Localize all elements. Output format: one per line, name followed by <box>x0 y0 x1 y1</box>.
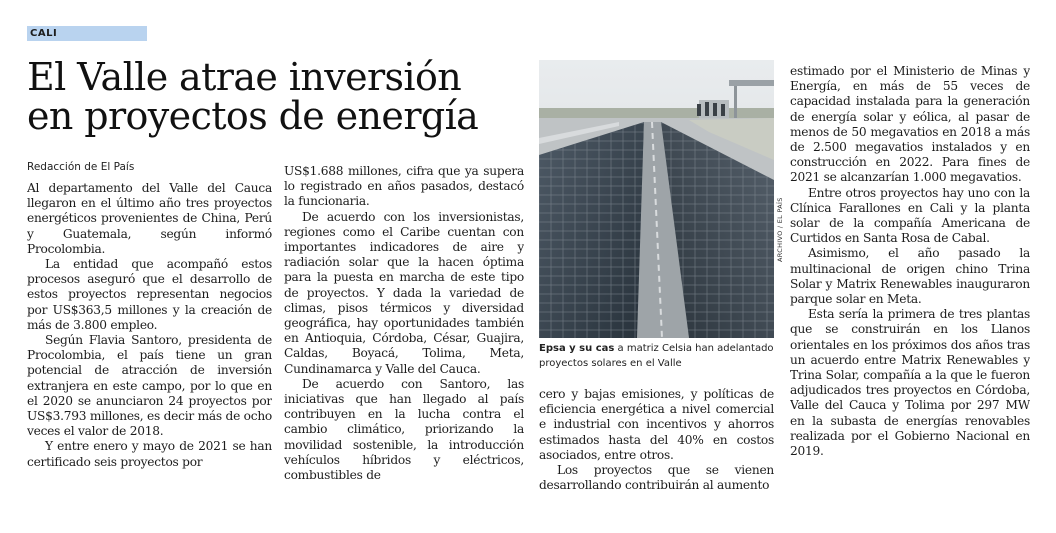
paragraph: Según Flavia Santoro, presidenta de Procolombia, el país tiene un gran potencial de atracción de inversión extranjera en este campo, por lo que en el 2020 se anunciaron 24 proyectos por US$3.793 millones, es decir más de ocho veces el valor de 2018. <box>27 333 272 439</box>
paragraph: Entre otros proyectos hay uno con la Clínica Farallones en Cali y la planta solar de la compañía Americana de Curtidos en Santa Rosa de Cabal. <box>790 185 1030 246</box>
headline <box>27 55 527 138</box>
caption-text: a matriz Celsia han adelantado proyectos solares en el Valle <box>539 343 774 369</box>
section-tag: CALI <box>27 26 147 41</box>
paragraph: Asimismo, el año pasado la multinacional de origen chino Trina Solar y Matrix Renewables inauguraron parque solar en Meta. <box>790 246 1030 307</box>
headline-line-1: El Valle atrae inversión <box>27 55 462 99</box>
photo-caption <box>539 341 774 371</box>
paragraph: Al departamento del Valle del Cauca llegaron en el último año tres proyectos energéticos provenientes de China, Perú y Guatemala, según informó Procolombia. <box>27 181 272 256</box>
solar-farm-image <box>539 60 774 338</box>
paragraph-continued: US$1.688 millones, cifra que ya supera lo registrado en años pasados, destacó la funcionaria. <box>284 164 524 209</box>
paragraph: Esta sería la primera de tres plantas que se construirán en los Llanos orientales en los próximos dos años tras un acuerdo entre Matrix Renewables y Trina Solar, compañía a la que le fueron adjudicados tres proyectos en Córdoba, Valle del Cauca y Tolima por 297 MW en la subasta de energías renovables realizada por el Gobierno Nacional en 2019. <box>790 307 1030 459</box>
photo-credit: ARCHIVO / EL PAÍS <box>776 197 784 262</box>
paragraph: Los proyectos que se vienen desarrollando contribuirán al aumento <box>539 463 774 493</box>
body-column-2 <box>284 164 524 511</box>
paragraph: De acuerdo con los inversionistas, regiones como el Caribe cuentan con importantes indicadores de aire y radiación solar que la hacen óptima para la puesta en marcha de este tipo de proyectos. Y dada la variedad de climas, pisos térmicos y diversidad geográfica, hay oportunidades también en Antioquia, Córdoba, César, Guajira, Caldas, Boyacá, Tolima, Meta, Cundinamarca y Valle del Cauca. <box>284 209 524 376</box>
paragraph: Y entre enero y mayo de 2021 se han certificado seis proyectos por <box>27 439 272 469</box>
paragraph: De acuerdo con Santoro, las iniciativas que han llegado al país contribuyen en la lucha contra el cambio climático, priorizando la movilidad sostenible, la introducción vehículos híbridos y eléctricos, combustibles de <box>284 376 524 483</box>
paragraph-continued: estimado por el Ministerio de Minas y Energía, en más de 55 veces de capacidad instalada para la generación de energía solar y eólica, al pasar de menos de 50 megavatios en 2018 a más de 2.500 megavatios instalados y en construcción en 2022. Para fines de 2021 se alcanzarían 1.000 megavatios. <box>790 64 1030 185</box>
byline: Redacción de El País <box>27 161 135 173</box>
headline-line-2: en proyectos de energía <box>27 94 479 138</box>
body-column-3 <box>539 387 774 511</box>
paragraph-continued: cero y bajas emisiones, y políticas de eficiencia energética a nivel comercial e industrial con incentivos y ahorros estimados hasta del 40% en costos asociados, entre otros. <box>539 387 774 462</box>
paragraph: La entidad que acompañó estos procesos aseguró que el desarrollo de estos proyectos representan negocios por US$363,5 millones y la creación de más de 3.800 empleo. <box>27 257 272 332</box>
solar-panels-photo <box>539 60 774 338</box>
caption-lead: Epsa y su cas <box>539 343 615 354</box>
body-column-1 <box>27 181 272 511</box>
body-column-4 <box>790 64 1030 511</box>
